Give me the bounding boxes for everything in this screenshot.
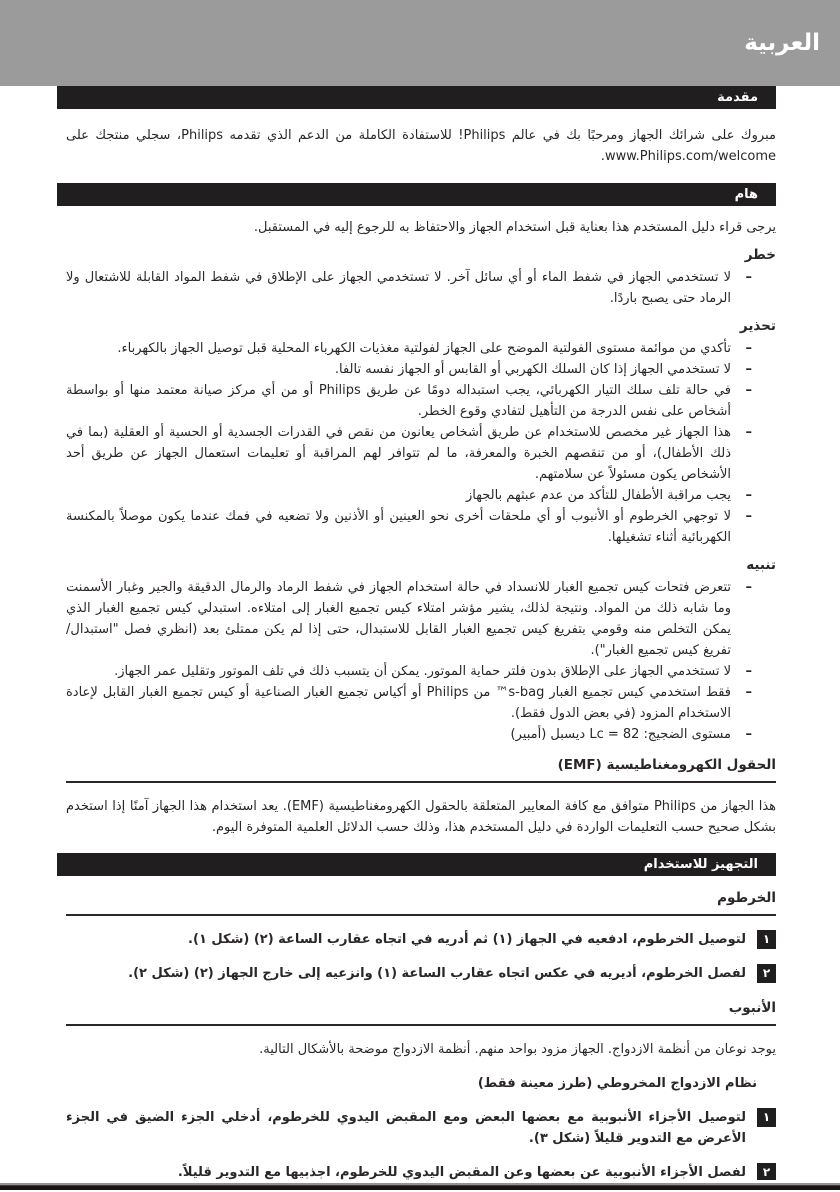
list-item: – مستوى الضجيج: Lc = 82 ديسبل (أمبير): [66, 724, 752, 745]
list-item: – تأكدي من موائمة مستوى الفولتية الموضح على الجهاز لفولتية مغذيات الكهرباء المحلية قبل توصيل الجهاز بالكهرباء.: [66, 338, 752, 359]
cone-system-heading: نظام الازدواج المخروطي (طرز معينة فقط): [477, 1076, 757, 1091]
list-item: – يجب مراقبة الأطفال للتأكد من عدم عبثهم بالجهاز: [66, 485, 752, 506]
language-label: العربية: [744, 30, 820, 56]
danger-heading: خطر: [744, 247, 776, 263]
heading-rule: [66, 1024, 776, 1026]
danger-list: [66, 267, 776, 309]
list-item: – تتعرض فتحات كيس تجميع الغبار للانسداد في حالة استخدام الجهاز في شفط الرماد والرمال الدقيقة والجير وغبار الأسمنت وما شابه ذلك من المواد. ونتيجة لذلك، يشير مؤشر امتلاء كيس تجميع الغبار إلى امتلاءه. استبدلي كيس تجميع الغبار الذي يمكن التخلص منه وقومي بتفريغ كيس تجميع الغبار القابل للاستبدال، حتى إذا لم يكن ممتلئ بعد (انظري فصل "استبدال/تفريغ كيس تجميع الغبار").: [66, 577, 752, 661]
emf-heading: الحقول الكهرومغناطيسية (EMF): [557, 757, 776, 773]
list-item: – لا تستخدمي الجهاز على الإطلاق بدون فلتر حماية الموتور. يمكن أن يتسبب ذلك في تلف الموتور وتقليل عمر الجهاز.: [66, 661, 752, 682]
list-item: – لا تستخدمي الجهاز في شفط الماء أو أي سائل آخر. لا تستخدمي الجهاز على الإطلاق في شفط المواد القابلة للاشتعال ولا الرماد حتى يصبح باردًا.: [66, 267, 752, 309]
tube-section: [66, 998, 776, 1183]
page-content: [0, 86, 840, 1183]
tube-intro-text: يوجد نوعان من أنظمة الازدواج. الجهاز مزود بواحد منهم. أنظمة الازدواج موضحة بالأشكال التالية.: [259, 1042, 776, 1057]
step-number-badge: ١: [757, 930, 776, 949]
hose-section: [66, 888, 776, 984]
page-bottom-scan-artifact: [0, 1180, 840, 1192]
warning-heading: تحذير: [739, 318, 776, 334]
hose-step-2: ٢ لفصل الخرطوم، أديريه في عكس اتجاه عقارب الساعة (١) وانزعيه إلى خارج الجهاز (٢) (شكل ٢).: [66, 963, 776, 984]
emf-text: هذا الجهاز من Philips متوافق مع كافة المعايير المتعلقة بالحقول الكهرومغناطيسية (EMF). يعد استخدام هذا الجهاز آمنًا إذا استخدم بشكل صحيح حسب التعليمات الواردة في دليل المستخدم هذا، وذلك حسب الدلائل العلمية المتوفرة اليوم.: [66, 799, 777, 835]
tube-step-2: ٢ لفصل الأجزاء الأنبوبية عن بعضها وعن المقبض اليدوي للخرطوم، اجذبيها مع التدوير قليلاً.: [66, 1162, 776, 1183]
tube-step-1: ١ لتوصيل الأجزاء الأنبوبية مع بعضها البعض ومع المقبض اليدوي للخرطوم، أدخلي الجزء الضيق في الجزء الأعرض مع التدوير قليلاً (شكل ٣).: [66, 1107, 776, 1149]
list-item: – لا تستخدمي الجهاز إذا كان السلك الكهربي أو القابس أو الجهاز نفسه تالفا.: [66, 359, 752, 380]
tube-heading: الأنبوب: [728, 1000, 776, 1016]
emf-section: [66, 755, 776, 838]
hose-step-1: ١ لتوصيل الخرطوم، ادفعيه في الجهاز (١) ثم أدريه في اتجاه عقارب الساعة (٢) (شكل ١).: [66, 929, 776, 950]
step-number-badge: ٢: [757, 964, 776, 983]
language-header-bar: [0, 0, 840, 86]
list-item: – فقط استخدمي كيس تجميع الغبار s-bag™ من Philips أو أكياس تجميع الغبار الصناعية أو كيس تجميع الغبار القابل لإعادة الاستخدام المزود (في بعض الدول فقط).: [66, 682, 752, 724]
list-item: – هذا الجهاز غير مخصص للاستخدام عن طريق أشخاص يعانون من نقص في القدرات الجسدية أو الحسية أو العقلية (بما في ذلك الأطفال)، أو من تنقصهم الخبرة والمعرفة، ما لم تتوافر لهم المراقبة أو تعليمات استعمال الجهاز عن طريق أحد الأشخاص يكون مسئولاً عن سلامتهم.: [66, 422, 752, 485]
section-bar-preparing: التجهيز للاستخدام: [57, 853, 776, 876]
step-number-badge: ٢: [757, 1163, 776, 1182]
important-intro-text: يرجى قراء دليل المستخدم هذا بعناية قبل استخدام الجهاز والاحتفاظ به للرجوع إليه في المستقبل.: [253, 220, 776, 235]
heading-rule: [66, 914, 776, 916]
step-number-badge: ١: [757, 1108, 776, 1127]
hose-heading: الخرطوم: [717, 890, 776, 906]
warning-list: [66, 338, 776, 548]
heading-rule: [66, 781, 776, 783]
list-item: – في حالة تلف سلك التيار الكهربائي، يجب استبداله دومًا عن طريق Philips أو من أي مركز صيانة معتمد منها أو بواسطة أشخاص على نفس الدرجة من التأهيل لتفادي وقوع الخطر.: [66, 380, 752, 422]
introduction-text: مبروك على شرائك الجهاز ومرحبًا بك في عالم Philips! للاستفادة الكاملة من الدعم الذي تقدمه Philips، سجلي منتجك على www.Philips.com/welcome.: [66, 128, 776, 164]
caution-heading: تنبيه: [746, 557, 776, 573]
list-item: – لا توجهي الخرطوم أو الأنبوب أو أي ملحقات أخرى نحو العينين أو الأذنين ولا تضعيه في فمك عندما يكون موصلاً بالمكنسة الكهربائية أثناء تشغيلها.: [66, 506, 752, 548]
caution-list: [66, 577, 776, 745]
section-bar-important: هام: [57, 183, 776, 206]
section-bar-introduction: مقدمة: [57, 86, 776, 109]
